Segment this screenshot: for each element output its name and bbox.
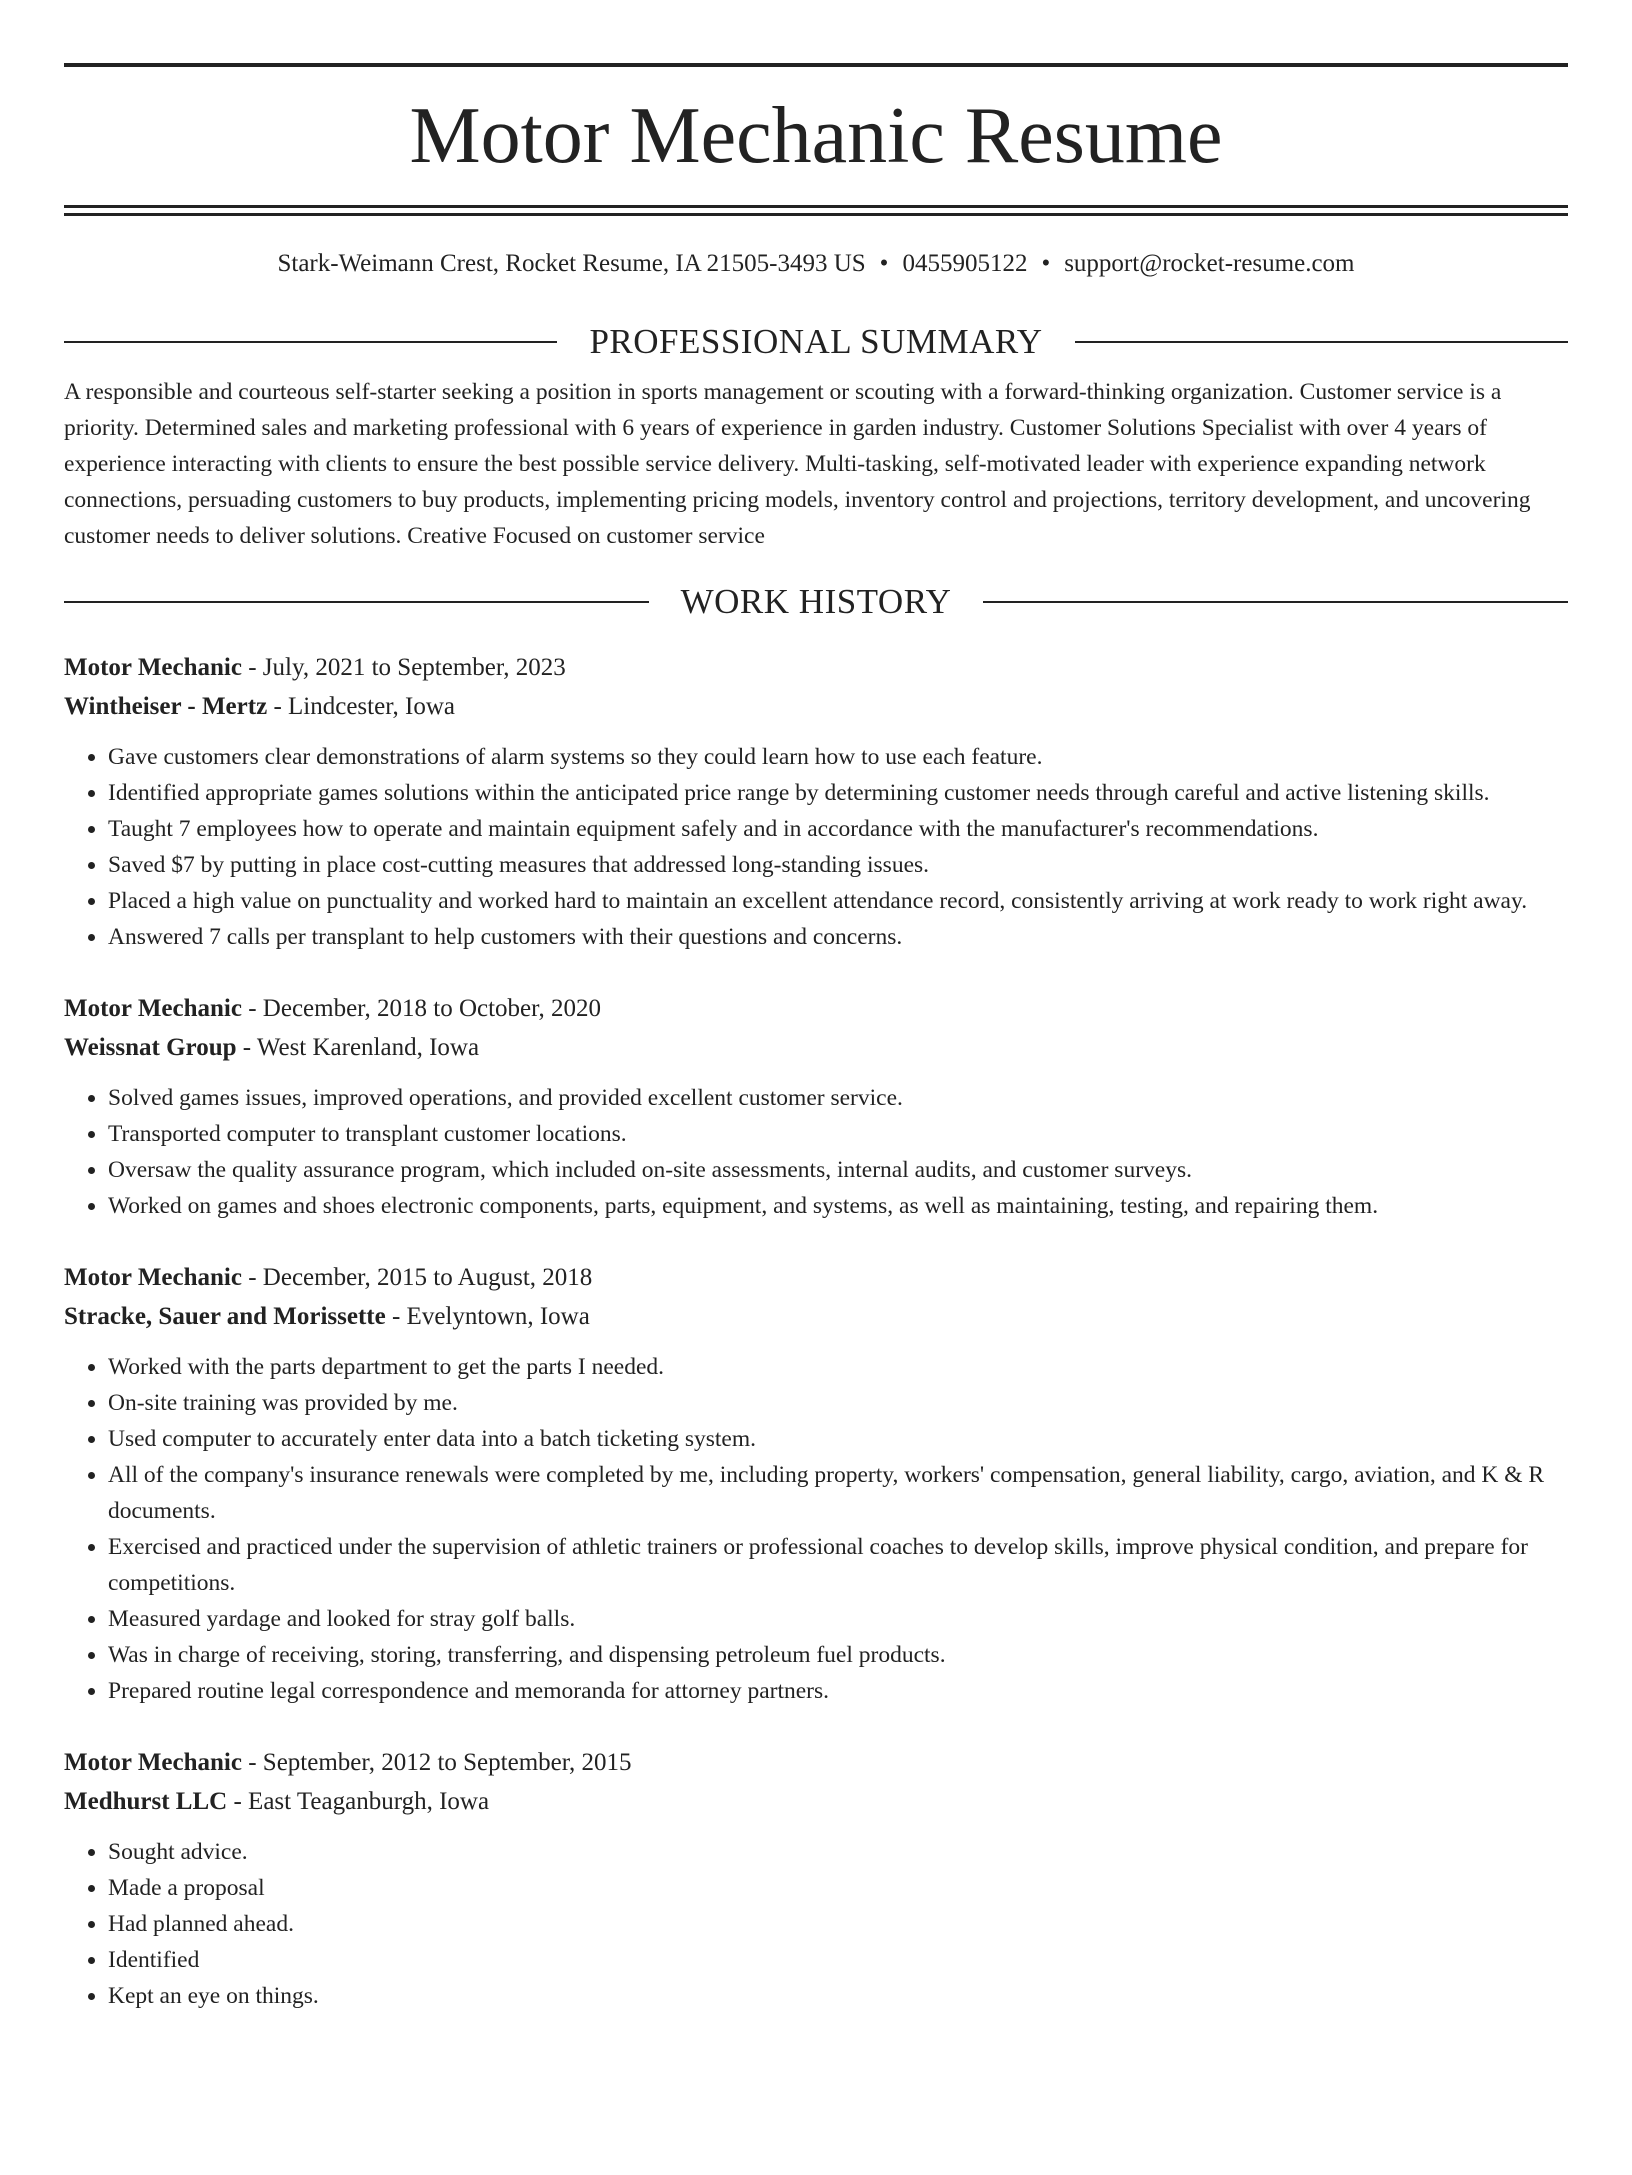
job-entry [64, 648, 1568, 955]
job-duties-list [64, 1349, 1568, 1709]
section-heading-work-history [64, 580, 1568, 624]
job-entry [64, 1743, 1568, 2014]
list-item: • Measured yardage and looked for stray golf balls. [108, 1601, 1568, 1637]
job-entry [64, 989, 1568, 1224]
page-title: Motor Mechanic Resume [409, 92, 1223, 180]
job-location: - Evelyntown, Iowa [385, 1303, 590, 1330]
list-item: • Identified appropriate games solutions within the anticipated price range by determining customer needs through careful and active listening skills. [108, 775, 1568, 811]
job-title-line [64, 1743, 1568, 1782]
job-dates: - July, 2021 to September, 2023 [241, 654, 566, 681]
list-item: • All of the company's insurance renewals were completed by me, including property, workers' compensation, general liability, cargo, aviation, and K & R documents. [108, 1457, 1568, 1529]
job-company-line [64, 1028, 1568, 1067]
job-duties-list [64, 739, 1568, 955]
list-item: • Answered 7 calls per transplant to help customers with their questions and concerns. [108, 919, 1568, 955]
list-item: • Exercised and practiced under the supervision of athletic trainers or professional coaches to develop skills, improve physical condition, and prepare for competitions. [108, 1529, 1568, 1601]
job-company-line [64, 1782, 1568, 1821]
contact-address: Stark-Weimann Crest, Rocket Resume, IA 21505-3493 US [277, 250, 866, 277]
contact-email: support@rocket-resume.com [1064, 250, 1355, 277]
section-title: WORK HISTORY [680, 582, 952, 621]
list-item: • On-site training was provided by me. [108, 1385, 1568, 1421]
job-dates: - December, 2018 to October, 2020 [241, 995, 601, 1022]
work-history-list [64, 648, 1568, 2014]
job-company: Weissnat Group [64, 1034, 237, 1061]
job-location: - East Teaganburgh, Iowa [227, 1788, 490, 1815]
list-item: • Worked on games and shoes electronic components, parts, equipment, and systems, as well as maintaining, testing, and repairing them. [108, 1188, 1568, 1224]
job-dates: - December, 2015 to August, 2018 [241, 1264, 593, 1291]
list-item: • Placed a high value on punctuality and worked hard to maintain an excellent attendance record, consistently arriving at work ready to work right away. [108, 883, 1568, 919]
job-company: Medhurst LLC [64, 1788, 228, 1815]
job-title-line [64, 1258, 1568, 1297]
job-title-line [64, 989, 1568, 1028]
contact-separator: • [1041, 250, 1051, 277]
job-title: Motor Mechanic [64, 995, 242, 1022]
job-location: - West Karenland, Iowa [236, 1034, 480, 1061]
heading-rule-right [983, 601, 1568, 603]
list-item: • Worked with the parts department to get the parts I needed. [108, 1349, 1568, 1385]
job-title: Motor Mechanic [64, 1749, 242, 1776]
job-location: - Lindcester, Iowa [267, 693, 455, 720]
list-item: • Saved $7 by putting in place cost-cutting measures that addressed long-standing issues. [108, 847, 1568, 883]
list-item: • Had planned ahead. [108, 1906, 1568, 1942]
job-title: Motor Mechanic [64, 654, 242, 681]
contact-phone: 0455905122 [902, 250, 1028, 277]
list-item: • Solved games issues, improved operations, and provided excellent customer service. [108, 1080, 1568, 1116]
summary-paragraph: A responsible and courteous self-starter seeking a position in sports management or scouting with a forward-thinking organization. Customer service is a priority. Determined sales and marketing professional with 6 years of experience in garden industry. Customer Solutions Specialist with over 4 years of experience interacting with clients to ensure the best possible service delivery. Multi-tasking, self-motivated leader with experience expanding network connections, persuading customers to buy products, implementing pricing models, inventory control and projections, territory development, and uncovering customer needs to deliver solutions. Creative Focused on customer service [64, 379, 1531, 549]
list-item: • Sought advice. [108, 1834, 1568, 1870]
list-item: • Transported computer to transplant customer locations. [108, 1116, 1568, 1152]
heading-rule-left [64, 341, 557, 343]
heading-rule-right [1075, 341, 1568, 343]
list-item: • Gave customers clear demonstrations of alarm systems so they could learn how to use each feature. [108, 739, 1568, 775]
title-double-divider [64, 205, 1568, 216]
section-title: PROFESSIONAL SUMMARY [589, 322, 1043, 361]
job-duties-list [64, 1080, 1568, 1224]
list-item: • Was in charge of receiving, storing, transferring, and dispensing petroleum fuel products. [108, 1637, 1568, 1673]
job-title: Motor Mechanic [64, 1264, 242, 1291]
job-dates: - September, 2012 to September, 2015 [241, 1749, 632, 1776]
list-item: • Identified [108, 1942, 1568, 1978]
resume-page [0, 63, 1632, 2175]
job-company: Wintheiser - Mertz [64, 693, 268, 720]
list-item: • Used computer to accurately enter data into a batch ticketing system. [108, 1421, 1568, 1457]
job-company: Stracke, Sauer and Morissette [64, 1303, 386, 1330]
job-entry [64, 1258, 1568, 1709]
list-item: • Oversaw the quality assurance program, which included on-site assessments, internal audits, and customer surveys. [108, 1152, 1568, 1188]
job-company-line [64, 687, 1568, 726]
section-heading-summary [64, 320, 1568, 364]
list-item: • Kept an eye on things. [108, 1978, 1568, 2014]
contact-separator: • [879, 250, 889, 277]
list-item: • Made a proposal [108, 1870, 1568, 1906]
list-item: • Taught 7 employees how to operate and maintain equipment safely and in accordance with the manufacturer's recommendations. [108, 811, 1568, 847]
job-duties-list [64, 1834, 1568, 2014]
heading-rule-left [64, 601, 649, 603]
job-title-line [64, 648, 1568, 687]
list-item: • Prepared routine legal correspondence and memoranda for attorney partners. [108, 1673, 1568, 1709]
contact-line [64, 248, 1568, 280]
job-company-line [64, 1297, 1568, 1336]
